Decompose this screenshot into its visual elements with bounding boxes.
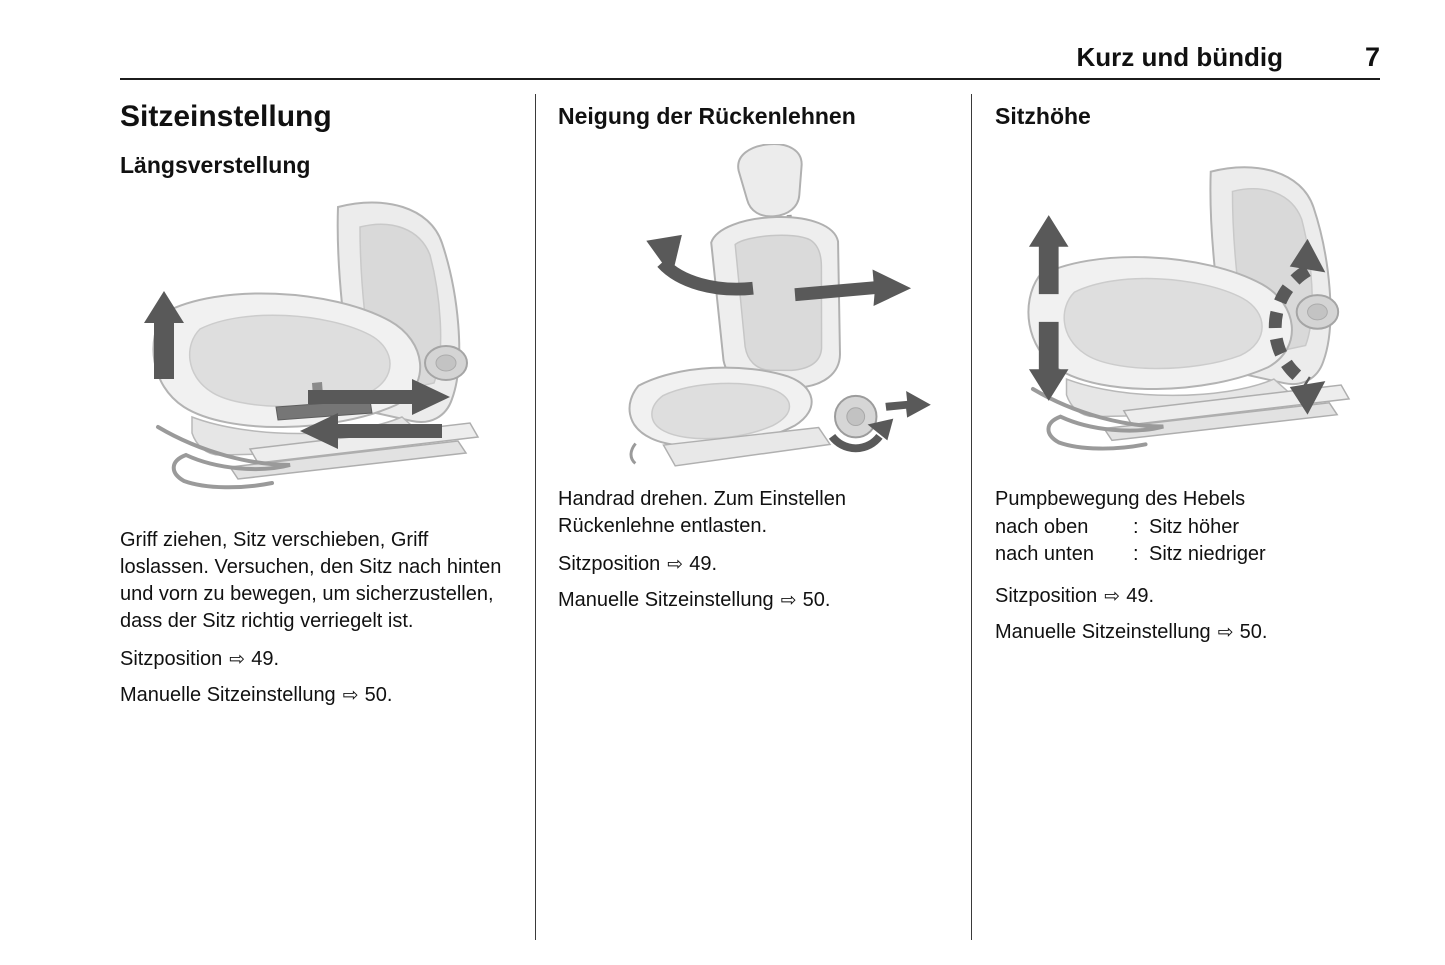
ref-page: 49. [1126, 585, 1155, 607]
list-item [995, 514, 1383, 541]
ref-label: Sitzposition [558, 553, 661, 575]
ref-label: Manuelle Sitzeinstellung [120, 684, 336, 706]
header-rule [120, 78, 1380, 80]
page-ref-arrow-icon: ⇨ [667, 554, 684, 575]
height-adjustment-list [995, 514, 1383, 568]
ref-label: Manuelle Sitzeinstellung [995, 621, 1211, 643]
ref-label: Sitzposition [995, 585, 1098, 607]
seat-longitudinal-illustration [120, 193, 512, 503]
page-reference [120, 684, 512, 707]
term: nach unten [995, 543, 1094, 565]
definition: Sitz höher [1149, 516, 1240, 538]
page-ref-arrow-icon: ⇨ [1217, 622, 1234, 643]
seat-backrest-recline-illustration [558, 144, 948, 470]
column-divider-2 [971, 94, 972, 940]
subsection-heading: Längsverstellung [120, 152, 311, 178]
chapter-title: Kurz und bündig [1076, 42, 1283, 72]
ref-page: 50. [1239, 621, 1268, 643]
colon-separator: : [1133, 516, 1139, 538]
section-heading: Sitzeinstellung [120, 100, 332, 133]
ref-page: 49. [689, 553, 718, 575]
seat-side-view-height-icon [995, 144, 1383, 470]
subsection-heading: Sitzhöhe [995, 103, 1091, 129]
term: nach oben [995, 516, 1089, 538]
instruction-text: Pumpbewegung des Hebels [995, 488, 1246, 510]
subsection-heading: Neigung der Rückenlehnen [558, 103, 856, 129]
definition: Sitz niedriger [1149, 543, 1266, 565]
section-seat-height [995, 100, 1383, 644]
column-divider-1 [535, 94, 536, 940]
instruction-text: Griff ziehen, Sitz verschieben, Griff loslassen. Versuchen, den Sitz nach hinten und vorn zu bewegen, um sicherzustellen, dass der Sitz richtig verriegelt ist. [120, 529, 502, 632]
ref-page: 50. [802, 589, 831, 611]
ref-label: Sitzposition [120, 648, 223, 670]
page-ref-arrow-icon: ⇨ [1104, 586, 1121, 607]
seat-side-view-longitudinal-icon [120, 193, 512, 503]
seat-drawing [1028, 167, 1349, 448]
page-header [120, 42, 1380, 73]
page-reference [558, 553, 948, 576]
ref-page: 49. [251, 648, 280, 670]
page-reference [995, 585, 1383, 608]
seat-front-view-recline-icon [558, 144, 948, 470]
colon-separator: : [1133, 543, 1139, 565]
page-ref-arrow-icon: ⇨ [229, 649, 246, 670]
page-reference [995, 621, 1383, 644]
list-item [995, 541, 1383, 568]
seat-height-illustration [995, 144, 1383, 470]
page-number: 7 [1364, 42, 1380, 72]
section-seat-adjustment [120, 100, 512, 707]
section-backrest-recline [558, 100, 948, 612]
ref-label: Manuelle Sitzeinstellung [558, 589, 774, 611]
ref-page: 50. [364, 684, 393, 706]
seat-drawing [153, 203, 478, 488]
page-ref-arrow-icon: ⇨ [342, 685, 359, 706]
page-ref-arrow-icon: ⇨ [780, 590, 797, 611]
page-reference [120, 648, 512, 671]
instruction-text: Handrad drehen. Zum Einstellen Rückenlehne entlasten. [558, 488, 846, 537]
seat-drawing [605, 144, 856, 470]
page-reference [558, 589, 948, 612]
